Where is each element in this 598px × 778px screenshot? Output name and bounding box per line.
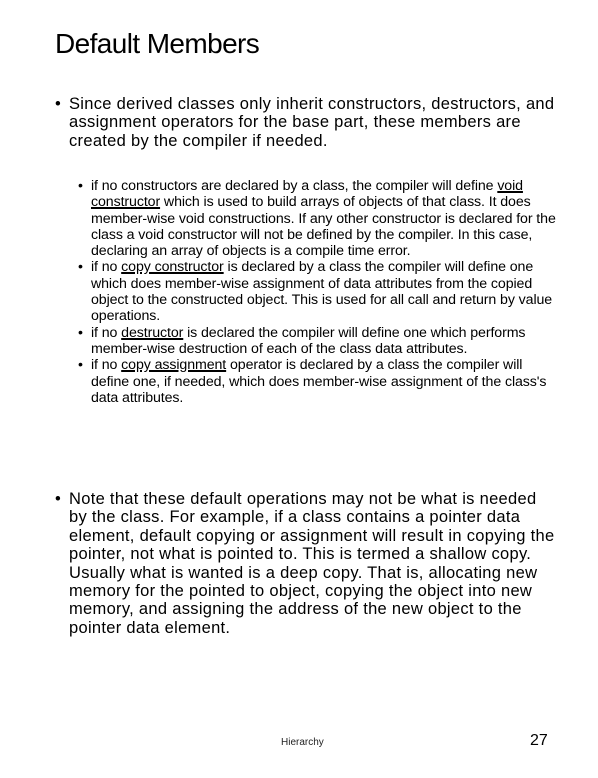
term-destructor: destructor	[121, 324, 184, 341]
bullet-marker: •	[78, 178, 83, 194]
term-void-constructor: void constructor	[91, 178, 523, 211]
text-before: if no	[91, 259, 122, 276]
text-after: operator is declared by a class the compiler will define one, if needed, which does member-wise assignment of the class's data attributes.	[91, 357, 547, 406]
sub-bullet-text	[91, 325, 558, 358]
sub-bullet-copy-constructor	[78, 259, 558, 324]
text-after: is declared the compiler will define one which performs member-wise destruction of each of the class data attributes.	[91, 324, 526, 357]
page-number: 27	[530, 732, 548, 749]
bullet-note	[55, 490, 555, 637]
bullet-marker: •	[55, 490, 62, 508]
bullet-note-text: Note that these default operations may not be what is needed by the class. For example, if a class contains a pointer data element, default copying or assignment will result in copying the pointer, not what is pointed to. This is termed a shallow copy. Usually what is wanted is a deep copy. That is, allocating new memory for the pointed to object, copying the object into new memory, and assigning the address of the new object to the pointer data element.	[69, 490, 555, 637]
sub-bullet-destructor	[78, 325, 558, 358]
sub-bullet-text	[91, 259, 558, 324]
text-before: if no constructors are declared by a class, the compiler will define	[91, 178, 498, 194]
bullet-marker: •	[78, 259, 83, 276]
term-copy-assignment: copy assignment	[121, 357, 227, 374]
text-before: if no	[91, 357, 122, 374]
text-before: if no	[91, 324, 122, 341]
sub-bullet-copy-assignment	[78, 357, 558, 406]
text-after: which is used to build arrays of objects of that class. It does member-wise void constructions. If any other constructor is declared for the class a void constructor will not be defined by the compiler. In this case, declaring an array of objects is a compile time error.	[91, 194, 556, 260]
bullet-intro-text: Since derived classes only inherit constructors, destructors, and assignment operators for the base part, these members are created by the compiler if needed.	[69, 95, 555, 150]
bullet-marker: •	[78, 357, 83, 374]
sub-bullet-text	[91, 178, 558, 259]
text-after: is declared by a class the compiler will define one which does member-wise assignment of data attributes from the copied object to the constructed object. This is used for all call and return by value operations.	[91, 259, 553, 325]
term-copy-constructor: copy constructor	[121, 259, 224, 276]
sub-bullet-void-constructor	[78, 178, 558, 259]
bullet-marker: •	[78, 324, 83, 341]
sub-bullet-text	[91, 357, 558, 406]
bullet-marker: •	[55, 95, 62, 113]
slide-title: Default Members	[55, 28, 260, 59]
sub-bullet-list	[78, 178, 558, 406]
bullet-intro	[55, 95, 555, 150]
footer-label: Hierarchy	[281, 737, 324, 748]
